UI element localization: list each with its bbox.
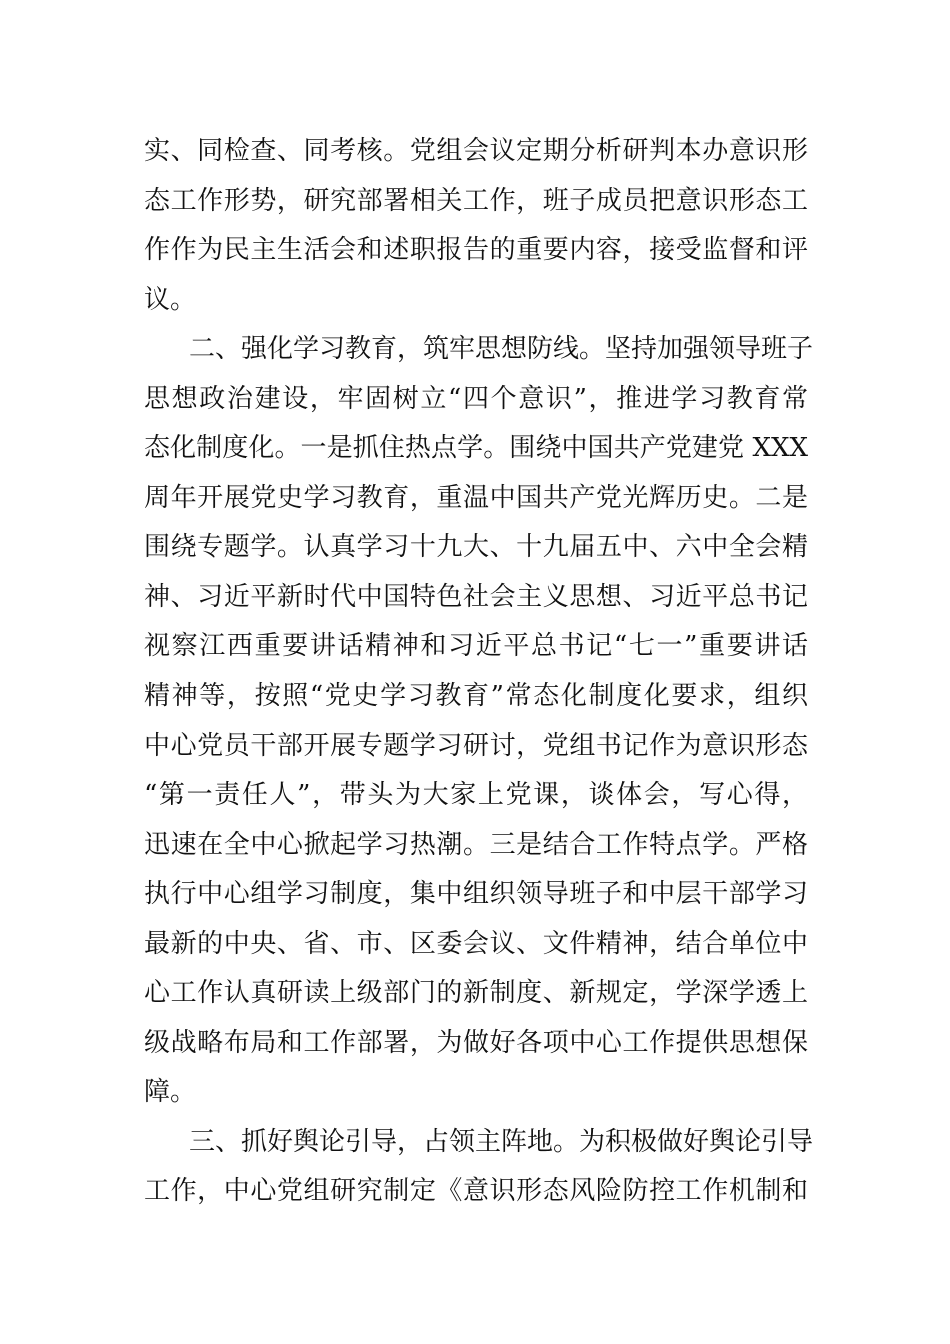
text-line: 心工作认真研读上级部门的新制度、新规定，学深学透上 [144,978,808,1009]
text-line: 视察江西重要讲话精神和习近平总书记“七一”重要讲话 [144,631,808,662]
text-line: “第一责任人”，带头为大家上党课，谈体会，写心得， [144,780,808,811]
text-line: 工作，中心党组研究制定《意识形态风险防控工作机制和 [144,1176,808,1207]
text-line: 最新的中央、省、市、区委会议、文件精神，结合单位中 [144,928,808,959]
text-line: 中心党员干部开展专题学习研讨，党组书记作为意识形态 [144,730,808,761]
text-line: 精神等，按照“党史学习教育”常态化制度化要求，组织 [144,681,808,712]
document-body [144,127,814,1217]
text-line: 议。 [144,284,197,315]
text-line: 作作为民主生活会和述职报告的重要内容，接受监督和评 [144,235,808,266]
text-line: 周年开展党史学习教育，重温中国共产党光辉历史。二是 [144,482,808,513]
text-line: 障。 [144,1077,197,1108]
text-line: 态化制度化。一是抓住热点学。围绕中国共产党建党 XXX [144,433,808,464]
text-line: 思想政治建设，牢固树立“四个意识”，推进学习教育常 [144,383,808,414]
text-line: 执行中心组学习制度，集中组织领导班子和中层干部学习 [144,879,808,910]
text-line: 实、同检查、同考核。党组会议定期分析研判本办意识形 [144,136,808,166]
text-line: 神、习近平新时代中国特色社会主义思想、习近平总书记 [144,581,808,612]
paragraph-heading-line: 二、强化学习教育，筑牢思想防线。坚持加强领导班子 [189,334,814,365]
text-line: 迅速在全中心掀起学习热潮。三是结合工作特点学。严格 [144,829,808,860]
text-line: 围绕专题学。认真学习十九大、十九届五中、六中全会精 [144,532,808,563]
paragraph-heading-line: 三、抓好舆论引导，占领主阵地。为积极做好舆论引导 [189,1126,814,1157]
text-line: 级战略布局和工作部署，为做好各项中心工作提供思想保 [144,1027,808,1058]
text-line: 态工作形势，研究部署相关工作，班子成员把意识形态工 [144,185,808,216]
